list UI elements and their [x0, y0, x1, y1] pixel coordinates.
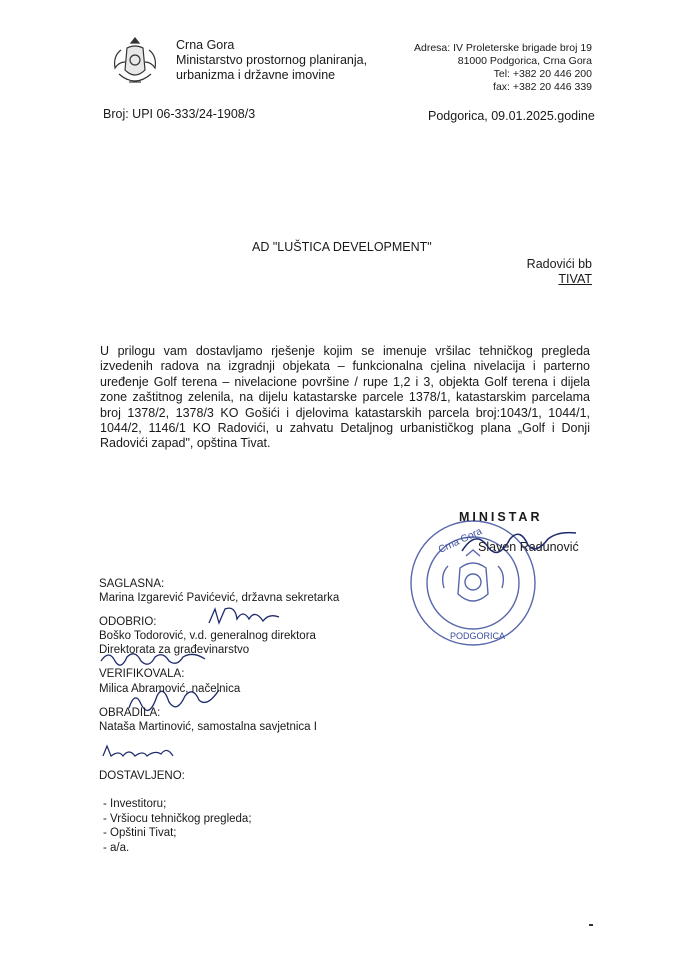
phone-line: Tel: +382 20 446 200 [493, 68, 592, 80]
recipient-street: Radovići bb [526, 257, 592, 271]
distribution-label: DOSTAVLJENO: [99, 770, 185, 782]
signature-obradila-icon [99, 740, 177, 762]
seal-top-text: Crna Gora [436, 526, 484, 556]
list-item: - a/a. [103, 841, 130, 854]
approval-name-odobrio: Boško Todorović, v.d. generalnog direktora [99, 630, 316, 643]
place-date: Podgorica, 09.01.2025.godine [428, 109, 595, 123]
recipient-city: TIVAT [558, 272, 592, 286]
approval-dept-odobrio: Direktorata za građevinarstvo [99, 644, 250, 657]
signatory-title: MINISTAR [459, 510, 543, 524]
coat-of-arms-icon [107, 34, 163, 90]
approval-name-verifikovala: Milica Abramović, načelnica [99, 682, 241, 695]
signatory-name: Slaven Radunović [478, 540, 579, 554]
approval-label-saglasna: SAGLASNA: [99, 578, 165, 590]
institution-header [176, 38, 367, 83]
approval-block [99, 577, 339, 734]
contact-block [412, 42, 592, 94]
list-item: - Vršiocu tehničkog pregleda; [103, 812, 252, 825]
distribution-list [103, 797, 252, 855]
list-item: - Opštini Tivat; [103, 827, 177, 839]
approval-label-obradila: OBRADILA: [99, 706, 161, 719]
address-line: Adresa: IV Proleterske brigade broj 19 [413, 42, 592, 54]
page-mark [589, 924, 593, 926]
recipient-address [520, 257, 592, 287]
seal-bottom-text: PODGORICA [450, 631, 506, 641]
approval-label-odobrio: ODOBRIO: [99, 616, 157, 629]
letter-body: U prilogu vam dostavljamo rješenje kojim se imenuje vršilac tehničkog pregleda izvedenih radova na izgradnji objekata – funkcionalna cjelina nivelacija i parterno uređenje Golf terena – nivelacione površine / rupe 1,2 i 3, objekta Golf terena i dijela zone zaštitnog zelenila, na dijelu katastarske parcele 1378/1, katastarskim parcelama broj 1378/2, 1378/3 KO Gošići i djelovima katastarskih parcela broj:1043/1, 1044/1, 1044/2, 1146/1 KO Radovići, u zahvatu Detaljnog urbanističkog plana „Golf i Donji Radovići zapad", opština Tivat. [100, 344, 590, 451]
approval-label-verifikovala: VERIFIKOVALA: [99, 668, 185, 681]
institution-line: urbanizma i državne imovine [176, 68, 336, 82]
postal-line: 81000 Podgorica, Crna Gora [457, 55, 592, 67]
reference-number: Broj: UPI 06-333/24-1908/3 [103, 107, 256, 121]
institution-line: Crna Gora [176, 38, 235, 52]
recipient-name: AD "LUŠTICA DEVELOPMENT" [252, 240, 432, 254]
institution-line: Ministarstvo prostornog planiranja, [176, 53, 368, 67]
approval-name-obradila: Nataša Martinović, samostalna savjetnica I [99, 720, 317, 733]
fax-line: fax: +382 20 446 339 [493, 81, 592, 93]
approval-name-saglasna: Marina Izgarević Pavićević, državna sekretarka [99, 592, 340, 605]
list-item: - Investitoru; [103, 798, 167, 810]
minister-signature-icon [458, 525, 583, 565]
